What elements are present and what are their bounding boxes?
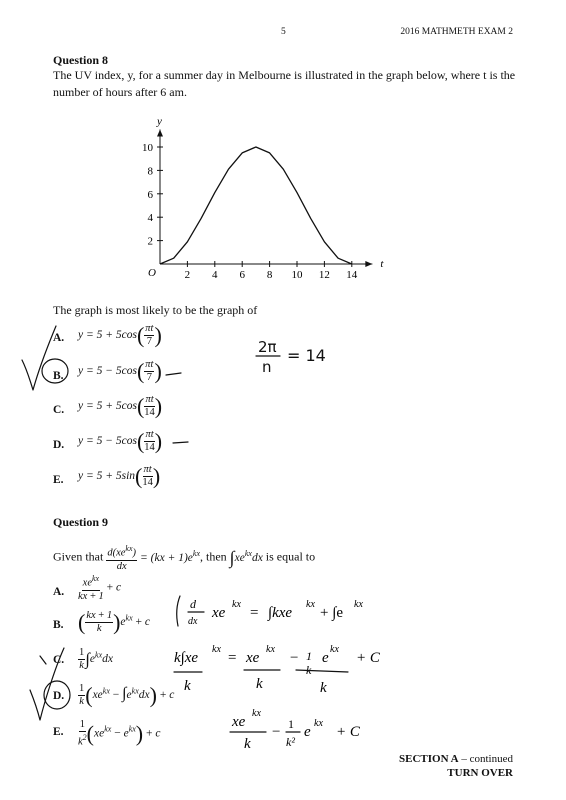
x-axis-label: t bbox=[380, 258, 384, 270]
svg-text:k: k bbox=[244, 736, 251, 752]
handwritten-note-rhs: = 14 bbox=[287, 346, 326, 365]
formula-lhs: y = 5 − 5cos bbox=[78, 365, 137, 378]
fraction-numerator: πt bbox=[143, 464, 152, 475]
fraction-numerator: πt bbox=[145, 429, 154, 440]
q8-option-b-formula: y = 5 − 5cos( $\frac{\pi t}{7}$ ) bbox=[78, 358, 162, 384]
svg-text:k: k bbox=[320, 680, 327, 696]
fraction-denominator: 14 bbox=[144, 407, 155, 418]
svg-text:+ C: + C bbox=[336, 724, 360, 740]
handwritten-note-numerator: 2π bbox=[258, 338, 277, 356]
checkmark-icon bbox=[40, 656, 46, 664]
formula-lhs: y = 5 − 5cos bbox=[78, 435, 137, 448]
y-axis-label: y bbox=[157, 115, 162, 128]
svg-text:+ C: + C bbox=[356, 650, 380, 666]
svg-text:d: d bbox=[190, 597, 196, 611]
derivative-numerator-end: ) bbox=[132, 547, 137, 559]
derivative-rhs: = (kx + 1)e bbox=[140, 551, 193, 564]
svg-text:e: e bbox=[304, 724, 311, 740]
svg-text:kx: kx bbox=[314, 718, 323, 729]
dash-mark bbox=[173, 442, 188, 443]
exam-title: 2016 MATHMETH EXAM 2 bbox=[400, 27, 513, 37]
integrand-dx: dx bbox=[251, 551, 263, 564]
svg-text:e: e bbox=[322, 650, 329, 666]
q8-option-c-formula: y = 5 + 5cos( $\frac{\pi t}{14}$ ) bbox=[78, 393, 163, 419]
svg-text:kx: kx bbox=[232, 599, 241, 610]
svg-text:1: 1 bbox=[288, 717, 294, 731]
exponent: kx bbox=[125, 544, 133, 553]
question-suffix: is equal to bbox=[265, 549, 316, 564]
svg-text:kx: kx bbox=[306, 599, 315, 610]
fraction-denominator: 14 bbox=[144, 442, 155, 453]
integral-sign: ∫ bbox=[229, 547, 235, 568]
dash-mark bbox=[166, 373, 181, 375]
answer-circle-d bbox=[44, 681, 70, 709]
svg-text:−: − bbox=[290, 650, 299, 666]
x-tick-label: 14 bbox=[346, 269, 358, 278]
svg-text:=: = bbox=[228, 650, 237, 666]
formula-lhs: y = 5 + 5cos bbox=[78, 400, 137, 413]
q8-option-e-formula: y = 5 + 5sin( $\frac{\pi t}{14}$ ) bbox=[78, 463, 161, 489]
svg-text:=: = bbox=[250, 605, 259, 621]
option-letter: A. bbox=[53, 332, 65, 344]
svg-text:k: k bbox=[306, 663, 312, 677]
x-tick-label: 6 bbox=[239, 269, 245, 278]
handwritten-line bbox=[296, 670, 348, 672]
fraction-numerator: πt bbox=[145, 323, 154, 334]
integrand: xe bbox=[234, 551, 245, 564]
option-letter: E. bbox=[53, 474, 64, 486]
svg-text:kx: kx bbox=[330, 644, 339, 655]
svg-text:kx: kx bbox=[354, 599, 363, 610]
svg-text:k: k bbox=[184, 678, 191, 694]
q9-option-e-formula: $\frac{1}{k^2}$ $(xe^{kx} - e^{kx}) + c$ bbox=[78, 719, 161, 748]
q9-option-a[interactable]: A. bbox=[53, 586, 65, 598]
x-tick-label: 8 bbox=[266, 269, 273, 278]
svg-text:xe: xe bbox=[232, 714, 246, 730]
svg-text:k∫xe: k∫xe bbox=[174, 650, 199, 666]
q9-option-d[interactable]: D. bbox=[53, 690, 65, 702]
fraction-numerator: πt bbox=[145, 359, 154, 370]
fraction-denominator: 7 bbox=[146, 336, 153, 347]
answer-circle-b bbox=[42, 359, 68, 383]
svg-text:dx: dx bbox=[188, 616, 198, 627]
formula-lhs: y = 5 + 5sin bbox=[78, 470, 136, 483]
q9-option-a-formula: $\frac{xe^{kx}}{kx + 1}$ + c bbox=[78, 574, 122, 602]
q9-option-c[interactable]: C. bbox=[53, 654, 65, 666]
continued-label: – continued bbox=[458, 753, 513, 765]
svg-text:−: − bbox=[272, 724, 281, 740]
origin-label: O bbox=[148, 267, 156, 278]
svg-text:∫kxe: ∫kxe bbox=[268, 605, 293, 621]
q8-option-d-formula: y = 5 − 5cos( $\frac{\pi t}{14}$ ) bbox=[78, 428, 163, 454]
exponent: kx bbox=[244, 548, 252, 558]
svg-text:kx: kx bbox=[252, 708, 261, 719]
q8-option-a-formula: y = 5 + 5cos( $\frac{\pi t}{7}$ ) bbox=[78, 322, 162, 348]
y-tick-label: 8 bbox=[147, 165, 153, 178]
derivative-denominator: dx bbox=[116, 560, 127, 572]
section-label: SECTION A bbox=[399, 753, 459, 765]
option-letter: B. bbox=[53, 370, 64, 382]
y-tick-label: 6 bbox=[147, 188, 153, 201]
question-9-title: Question 9 bbox=[53, 515, 109, 529]
question-8-text: The UV index, y, for a summer day in Melbourne is illustrated in the graph below, where t is the number of hours after 6 am. bbox=[53, 68, 516, 99]
x-tick-label: 12 bbox=[318, 269, 330, 278]
svg-text:xe: xe bbox=[246, 650, 260, 666]
q9-option-b-formula: ( $\frac{kx + 1}{k}$ )$e^{kx} + c$ bbox=[78, 609, 150, 635]
q9-option-d-formula: $\frac{1}{k}$ $(xe^{kx} - \int e^{kx}dx) + c$ bbox=[79, 682, 175, 708]
option-letter: D. bbox=[53, 439, 65, 451]
given-prefix: Given that bbox=[53, 549, 104, 564]
svg-text:1: 1 bbox=[306, 649, 312, 663]
x-tick-label: 10 bbox=[291, 269, 303, 278]
formula-lhs: y = 5 + 5cos bbox=[78, 329, 137, 342]
checkmark-icon bbox=[22, 326, 56, 390]
x-tick-label: 2 bbox=[184, 269, 191, 278]
q9-option-e[interactable]: E. bbox=[53, 726, 64, 738]
svg-text:+ ∫e: + ∫e bbox=[320, 605, 343, 621]
x-tick-label: 4 bbox=[212, 269, 218, 278]
page-number: 5 bbox=[281, 27, 286, 37]
question-8-title: Question 8 bbox=[53, 53, 109, 67]
exponent: kx bbox=[192, 548, 200, 558]
given-then: , then bbox=[200, 549, 227, 564]
svg-text:k: k bbox=[256, 676, 263, 692]
q9-option-b[interactable]: B. bbox=[53, 619, 64, 631]
fraction-numerator: πt bbox=[145, 394, 154, 405]
svg-text:xe: xe bbox=[212, 605, 226, 621]
svg-text:kx: kx bbox=[212, 644, 221, 655]
y-tick-label: 2 bbox=[147, 235, 153, 248]
question-8-prompt: The graph is most likely to be the graph of bbox=[53, 303, 258, 317]
turn-over: TURN OVER bbox=[447, 767, 513, 779]
q9-option-c-formula: $\frac{1}{k}$ $\int e^{kx}dx$ bbox=[79, 647, 113, 671]
integral-scrawl bbox=[177, 596, 180, 626]
handwritten-working bbox=[174, 596, 381, 752]
svg-text:kx: kx bbox=[266, 644, 275, 655]
option-letter: C. bbox=[53, 404, 65, 416]
fraction-denominator: 14 bbox=[142, 477, 153, 488]
derivative-numerator: d(xe bbox=[107, 547, 126, 559]
y-tick-label: 10 bbox=[142, 142, 153, 154]
section-footer bbox=[399, 753, 513, 765]
handwritten-note-denominator: n bbox=[262, 358, 272, 376]
fraction-denominator: 7 bbox=[146, 372, 153, 383]
q9-handwriting bbox=[0, 560, 566, 760]
y-tick-label: 4 bbox=[147, 212, 153, 225]
svg-text:k²: k² bbox=[286, 735, 295, 749]
